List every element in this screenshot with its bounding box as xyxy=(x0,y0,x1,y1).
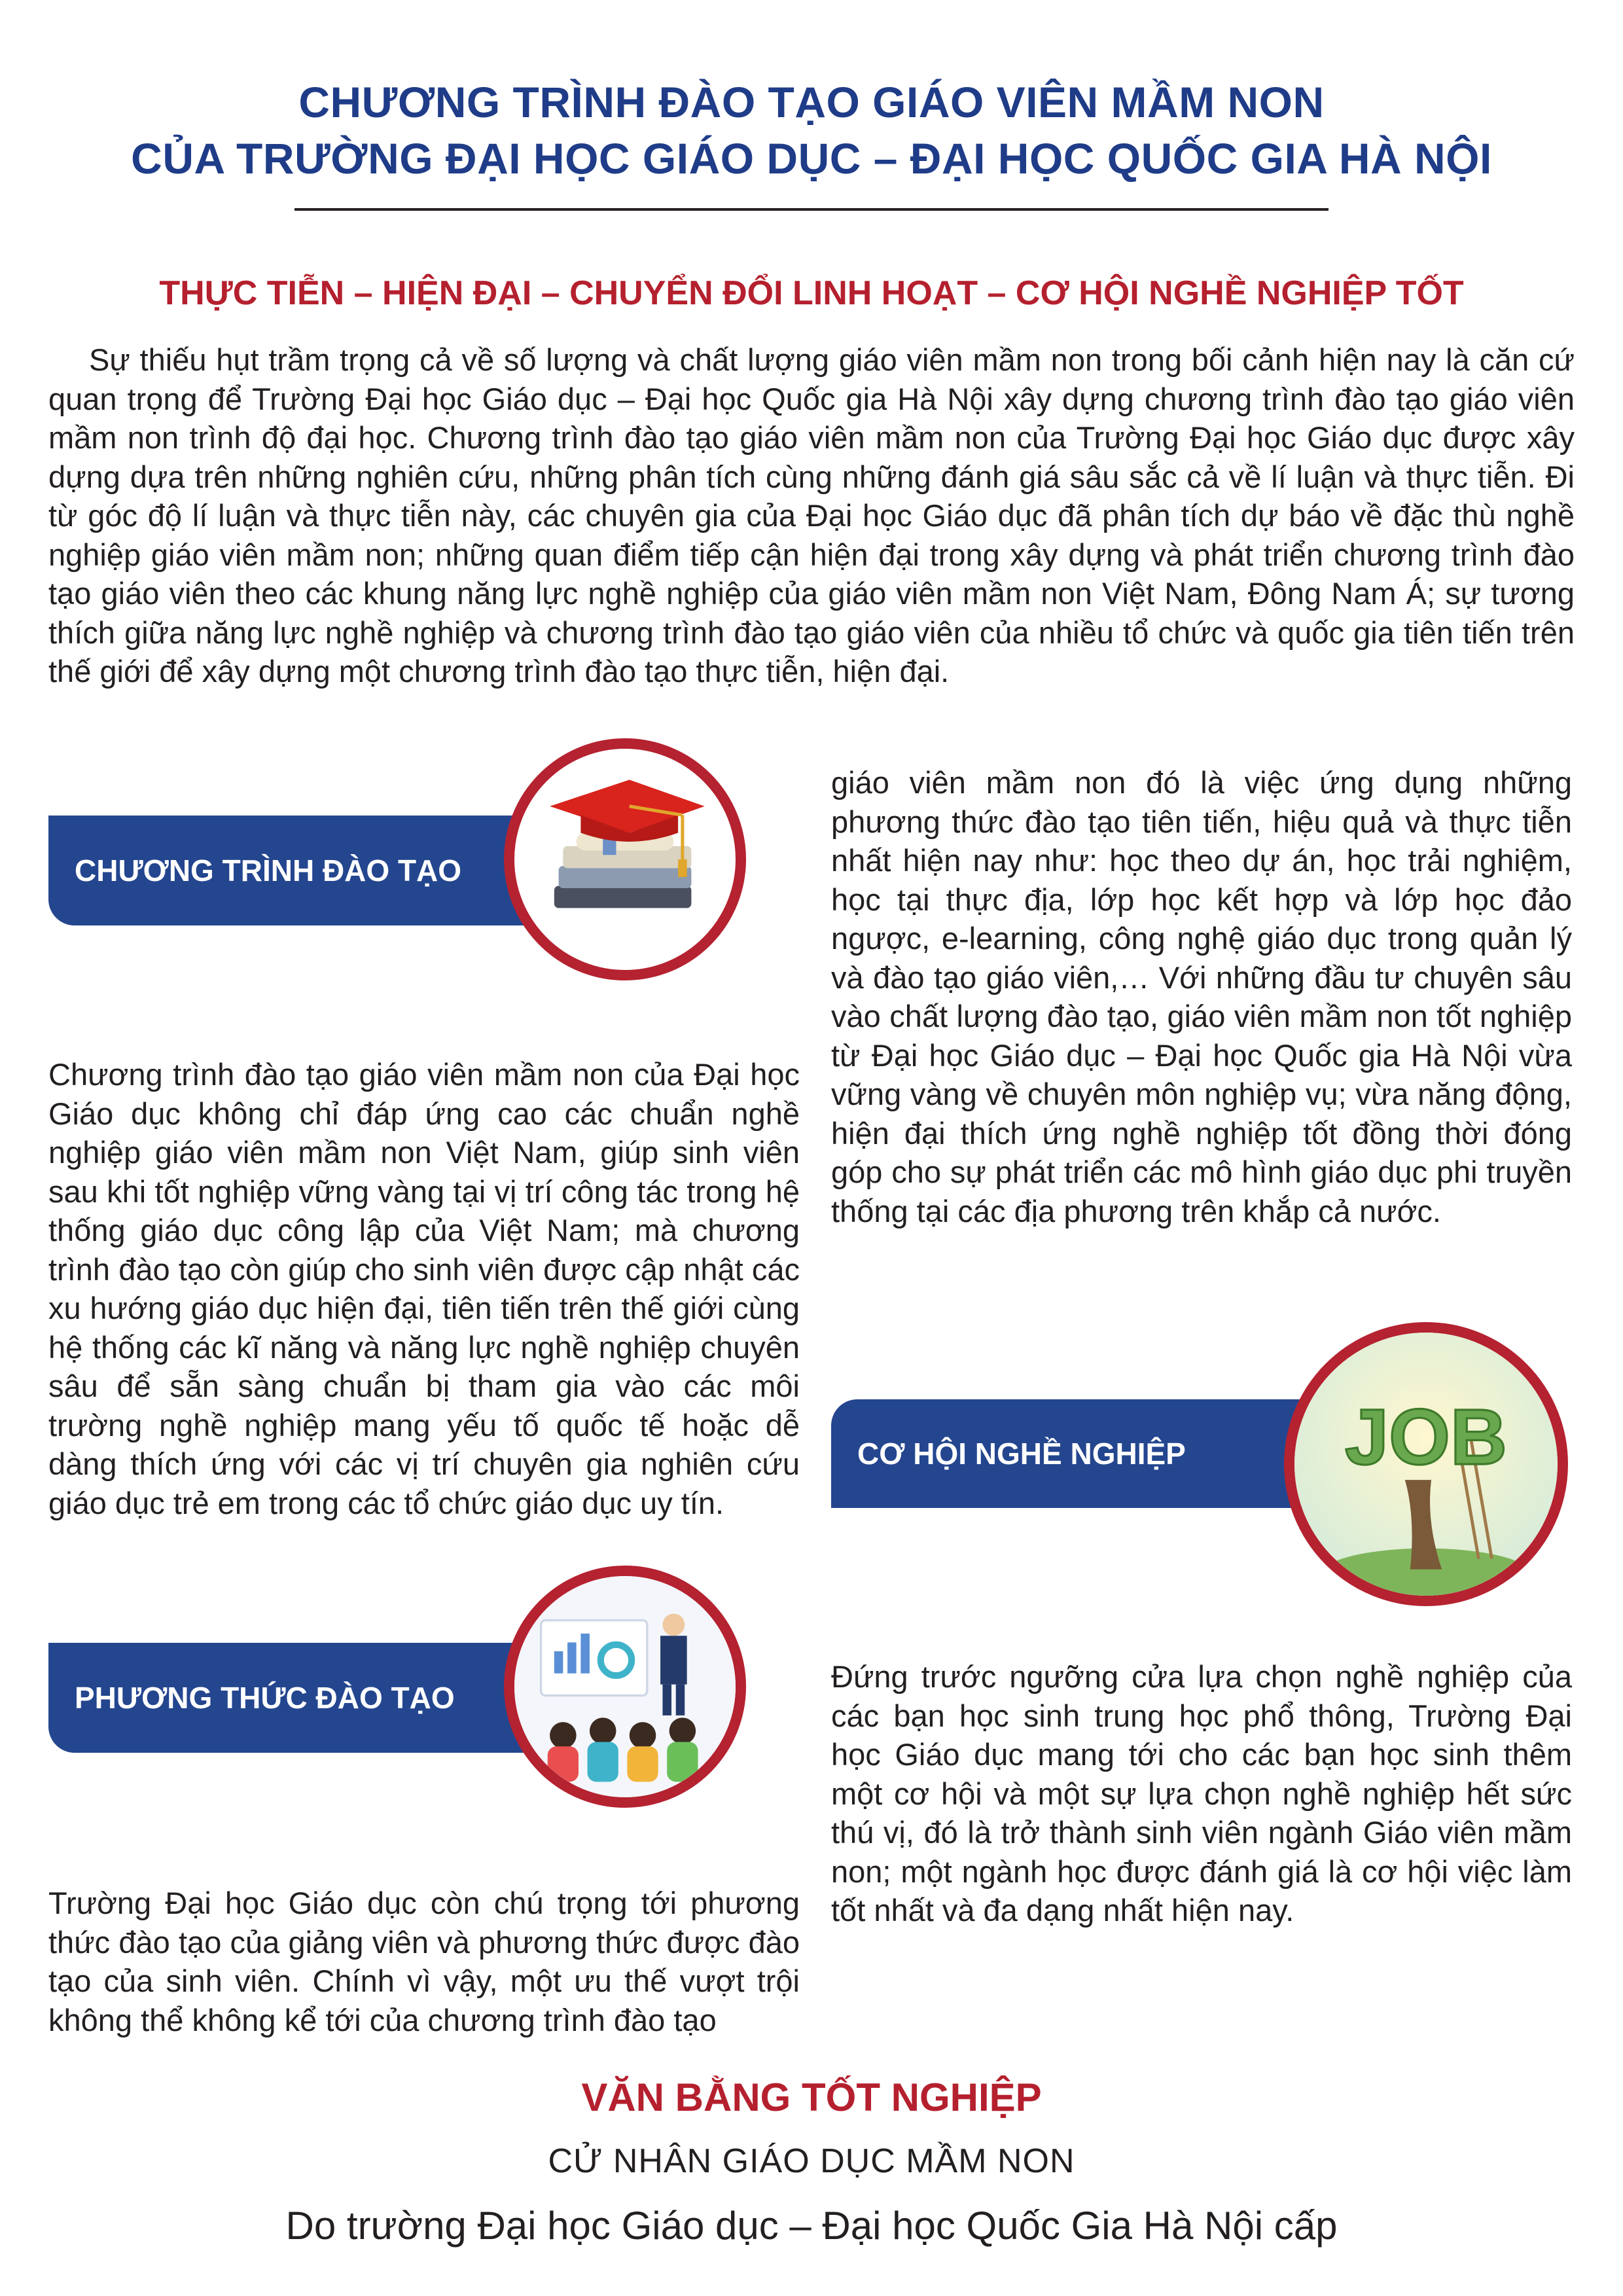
job-tree-icon xyxy=(1284,1322,1568,1606)
presenter-audience-icon xyxy=(504,1566,746,1808)
career-heading-label: CƠ HỘI NGHỀ NGHIỆP xyxy=(857,1437,1186,1471)
method-paragraph-right: giáo viên mầm non đó là việc ứng dụng những phương thức đào tạo tiên tiến, hiệu quả và thực tiễn nhất hiện nay như: học theo dự án, học trải nghiệm, học tại thực địa, lớp học kết hợp và lớp học đảo ngược, e-learning, công nghệ giáo dục trong quản lý và đào tạo giáo viên,… Với những đầu tư chuyên sâu vào chất lượng đào tạo, giáo viên mầm non tốt nghiệp từ Đại học Giáo dục – Đại học Quốc gia Hà Nội vừa vững vàng về chuyên môn nghiệp vụ; vừa năng động, hiện đại thích ứng nghề nghiệp tốt đồng thời đóng góp cho sự phát triển các mô hình giáo dục phi truyền thống tại các địa phương trên khắp cả nước. xyxy=(831,765,1572,1229)
tagline: THỰC TIỄN – HIỆN ĐẠI – CHUYỂN ĐỔI LINH HOẠT – CƠ HỘI NGHỀ NGHIỆP TỐT xyxy=(159,274,1464,312)
diploma-issuer: Do trường Đại học Giáo dục – Đại học Quốc Gia Hà Nội cấp xyxy=(285,2204,1338,2248)
title-line-1: CHƯƠNG TRÌNH ĐÀO TẠO GIÁO VIÊN MẦM NON xyxy=(298,78,1325,126)
method-heading xyxy=(48,1643,572,1753)
title-line-2: CỦA TRƯỜNG ĐẠI HỌC GIÁO DỤC – ĐẠI HỌC QUỐC GIA HÀ NỘI xyxy=(131,134,1492,183)
title-divider xyxy=(294,208,1329,211)
graduation-cap-books-icon xyxy=(504,738,746,980)
program-heading xyxy=(48,816,572,925)
intro-paragraph: Sự thiếu hụt trầm trọng cả về số lượng và chất lượng giáo viên mầm non trong bối cảnh hiện nay là căn cứ quan trọng để Trường Đại học Giáo dục – Đại học Quốc gia Hà Nội xây dựng chương trình đào tạo giáo viên mầm non trình độ đại học. Chương trình đào tạo giáo viên mầm non của Trường Đại học Giáo dục được xây dựng dựa trên những nghiên cứu, những phân tích cùng những đánh giá sâu sắc cả về lí luận và thực tiễn. Đi từ góc độ lí luận và thực tiễn này, các chuyên gia của Đại học Giáo dục đã phân tích dự báo về đặc thù nghề nghiệp giáo viên mầm non; những quan điểm tiếp cận hiện đại trong xây dựng và phát triển chương trình đào tạo giáo viên theo các khung năng lực nghề nghiệp của giáo viên mầm non Việt Nam, Đông Nam Á; sự tương thích giữa năng lực nghề nghiệp và chương trình đào tạo giáo viên của nhiều tổ chức và quốc gia tiên tiến trên thế giới để xây dựng một chương trình đào tạo thực tiễn, hiện đại. xyxy=(48,342,1575,689)
method-heading-label: PHƯƠNG THỨC ĐÀO TẠO xyxy=(75,1681,455,1715)
career-heading xyxy=(831,1399,1355,1508)
career-paragraph: Đứng trước ngưỡng cửa lựa chọn nghề nghiệp của các bạn học sinh trung học phổ thông, Trường Đại học Giáo dục mang tới cho các bạn học sinh thêm một cơ hội và một sự lựa chọn nghề nghiệp hết sức thú vị, đó là trở thành sinh viên ngành Giáo viên mầm non; một ngành học được đánh giá là cơ hội việc làm tốt nhất và đa dạng nhất hiện nay. xyxy=(831,1659,1572,1928)
method-paragraph-left: Trường Đại học Giáo dục còn chú trọng tới phương thức đào tạo của giảng viên và phương thức được đào tạo của sinh viên. Chính vì vậy, một ưu thế vượt trội không thể không kể tới của chương trình đào tạo xyxy=(48,1886,800,2037)
job-image-text: JOB xyxy=(1345,1393,1507,1481)
program-paragraph: Chương trình đào tạo giáo viên mầm non của Đại học Giáo dục không chỉ đáp ứng cao các chuẩn nghề nghiệp giáo viên mầm non Việt Nam, giúp sinh viên sau khi tốt nghiệp vững vàng tại vị trí công tác trong hệ thống giáo dục công lập của Việt Nam; mà chương trình đào tạo còn giúp cho sinh viên được cập nhật các xu hướng giáo dục hiện đại, tiên tiến trên thế giới cùng hệ thống các kĩ năng và năng lực nghề nghiệp chuyên sâu để sẵn sàng chuẩn bị tham gia vào các môi trường nghề nghiệp mang yếu tố quốc tế hoặc dễ dàng thích ứng với các vị trí chuyên gia nghiên cứu giáo dục trẻ em trong các tổ chức giáo dục uy tín. xyxy=(48,1057,800,1520)
diploma-heading: VĂN BẰNG TỐT NGHIỆP xyxy=(581,2075,1042,2119)
program-heading-label: CHƯƠNG TRÌNH ĐÀO TẠO xyxy=(75,853,462,888)
diploma-degree: CỬ NHÂN GIÁO DỤC MẦM NON xyxy=(548,2142,1075,2180)
